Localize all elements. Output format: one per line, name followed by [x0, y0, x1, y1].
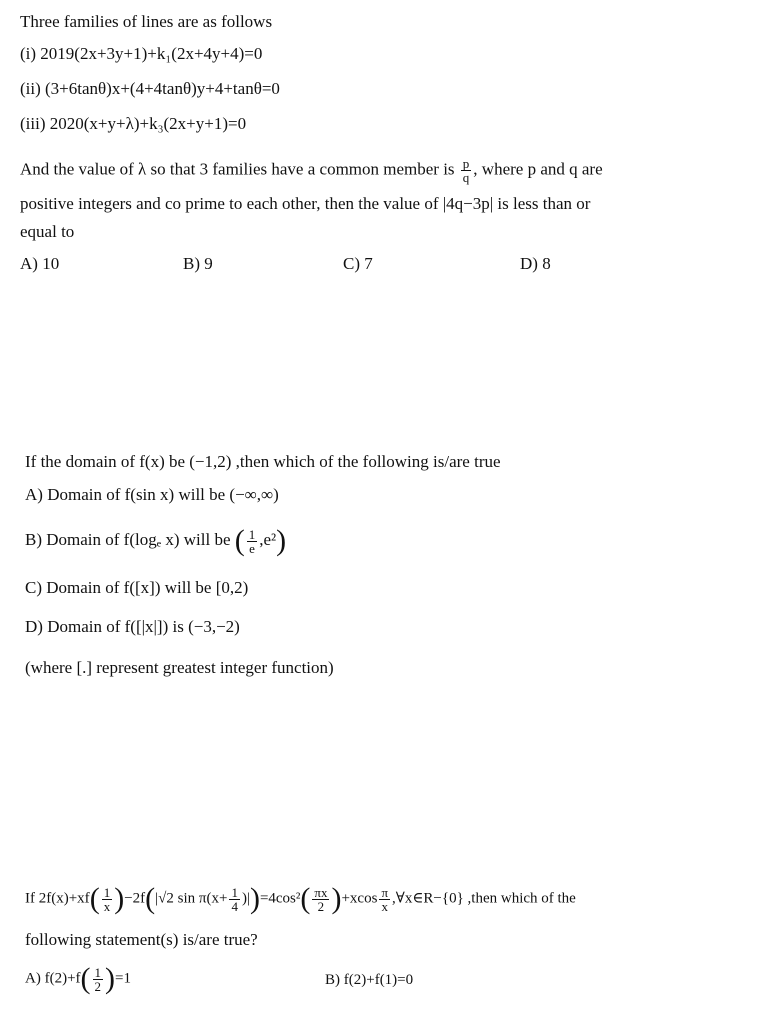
q3-stem-part-d: )|: [241, 890, 250, 907]
q3-option-a-den: 2: [94, 978, 102, 994]
q2-option-b: [25, 524, 286, 558]
q3-paren-close-2: ): [249, 882, 260, 915]
q3-fraction-1-num: 1: [103, 884, 111, 900]
q1-intro: Three families of lines are as follows: [20, 12, 273, 31]
q2-option-b-upper: ,e²: [259, 529, 277, 549]
q3-fraction-4-den: x: [381, 898, 388, 914]
q3-stem-part-g: ,∀x∈R−{0} ,then which of the: [392, 890, 576, 907]
q3-stem-part-f: +xcos: [341, 890, 378, 907]
q3-fraction-4: [379, 886, 390, 913]
q3-fraction-2-den: 4: [231, 898, 238, 914]
q1-stem-line-1: [20, 157, 603, 184]
q3-fraction-1-den: x: [103, 898, 111, 914]
q2-option-b-denominator: e: [249, 540, 255, 556]
q3-paren-open-1: (: [89, 882, 100, 915]
q2-stem: If the domain of f(x) be (−1,2) ,then which of the following is/are true: [25, 452, 501, 471]
q3-paren-open-2: (: [145, 882, 156, 915]
q2-option-b-close-paren: ): [276, 524, 287, 557]
q1-stem-line-2: positive integers and co prime to each other, then the value of |4q−3p| is less than or: [20, 194, 591, 213]
q3-option-a-close-paren: ): [105, 962, 116, 995]
q3-paren-close-3: ): [331, 882, 342, 915]
q2-note: (where [.] represent greatest integer function): [25, 658, 334, 677]
q1-fraction-numerator: p: [462, 156, 470, 171]
q1-family-1: (i) 2019(2x+3y+1)+k₁(2x+4y+4)=0: [20, 44, 263, 63]
q3-fraction-2: [229, 886, 240, 913]
q3-stem-line-1: [25, 882, 576, 916]
q2-option-b-text: B) Domain of f(logₑ x) will be: [25, 529, 231, 549]
q3-stem-part-a: If 2f(x)+xf: [25, 890, 90, 907]
q2-option-b-fraction: [247, 528, 258, 555]
q1-family-3: (iii) 2020(x+y+λ)+k₃(2x+y+1)=0: [20, 114, 247, 133]
q3-stem-part-b: −2f: [124, 890, 146, 907]
q3-paren-open-3: (: [300, 882, 311, 915]
q1-option-c: C) 7: [343, 254, 373, 273]
q3-option-a-text: A) f(2)+f: [25, 970, 81, 987]
q3-paren-close-1: ): [114, 882, 125, 915]
q1-option-d: D) 8: [520, 254, 551, 273]
q1-fraction-p-over-q: [461, 157, 472, 184]
q3-option-a-fraction: [93, 966, 104, 993]
q1-stem-part-b: , where p and q are: [473, 159, 603, 179]
q2-option-a: A) Domain of f(sin x) will be (−∞,∞): [25, 485, 279, 504]
q3-option-a-open-paren: (: [80, 962, 91, 995]
q3-stem-part-c: |√2 sin π(x+: [155, 890, 228, 907]
q2-option-b-numerator: 1: [248, 526, 256, 542]
q2-option-b-open-paren: (: [234, 524, 245, 557]
q3-fraction-2-num: 1: [231, 884, 238, 900]
q3-option-a-num: 1: [94, 964, 102, 980]
q3-option-a: [25, 962, 131, 996]
q2-option-d: D) Domain of f([|x|]) is (−3,−2): [25, 617, 240, 636]
q3-fraction-3-den: 2: [317, 898, 325, 914]
q1-stem-part-a: And the value of λ so that 3 families have a common member is: [20, 159, 455, 179]
q1-option-a: A) 10: [20, 254, 60, 273]
q3-stem-line-2: following statement(s) is/are true?: [25, 930, 258, 949]
q2-option-c: C) Domain of f([x]) will be [0,2): [25, 578, 249, 597]
q3-stem-part-e: =4cos²: [259, 890, 301, 907]
q3-fraction-3: [312, 886, 329, 913]
q3-option-b: B) f(2)+f(1)=0: [325, 972, 414, 988]
q3-fraction-3-num: πx: [314, 884, 328, 900]
q3-option-a-result: =1: [115, 970, 131, 987]
q3-fraction-4-num: π: [381, 884, 389, 900]
q1-family-2: (ii) (3+6tanθ)x+(4+4tanθ)y+4+tanθ=0: [20, 79, 280, 98]
q1-fraction-denominator: q: [462, 170, 470, 185]
q3-fraction-1: [102, 886, 113, 913]
q1-option-b: B) 9: [183, 254, 213, 273]
q1-stem-line-3: equal to: [20, 222, 75, 241]
